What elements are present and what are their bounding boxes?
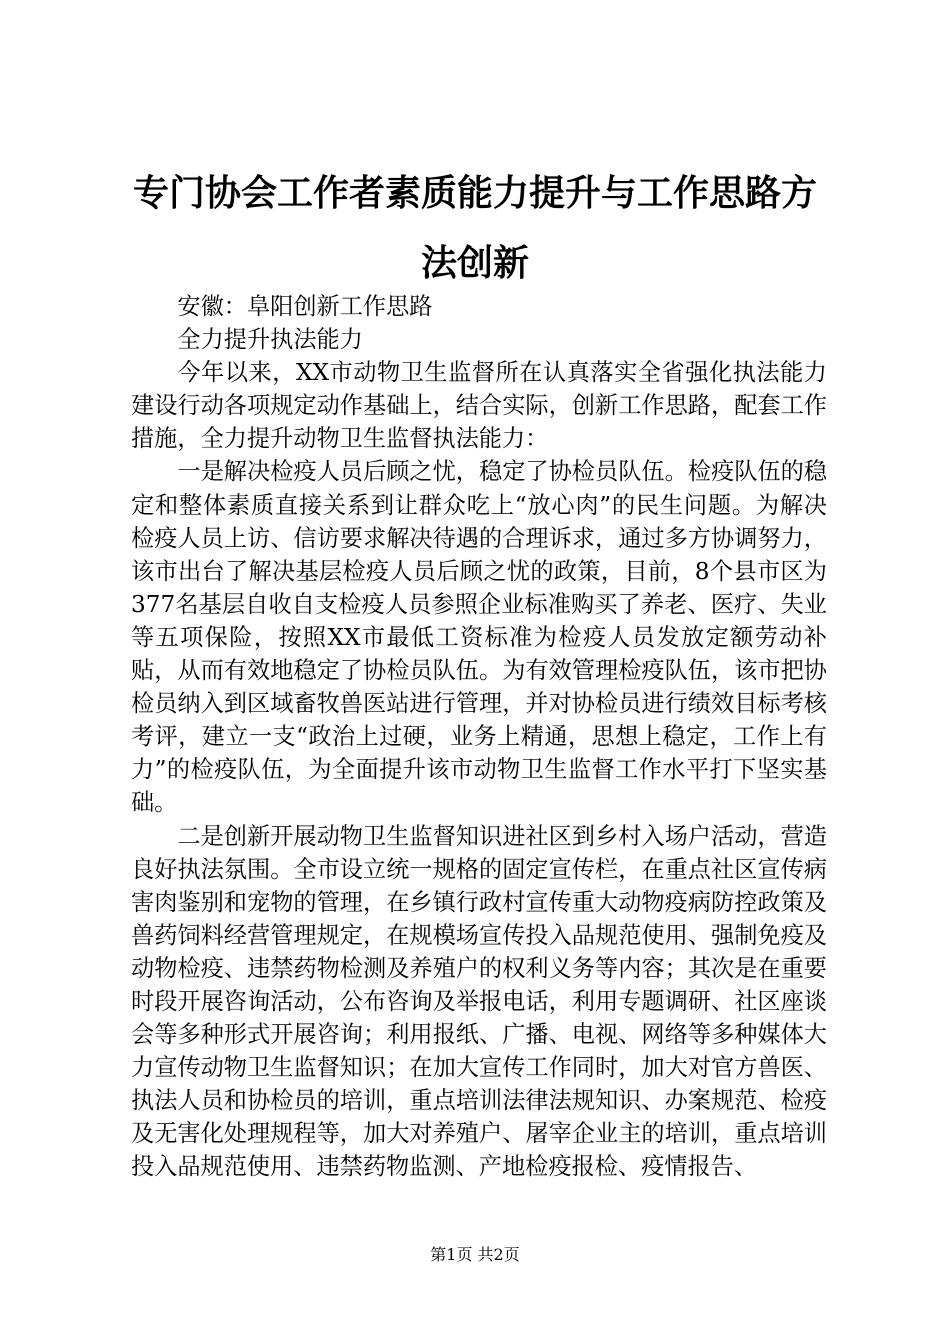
paragraph-point-one: 一是解决检疫人员后顾之忧，稳定了协检员队伍。检疫队伍的稳定和整体素质直接关系到让群众吃上“放心肉”的民生问题。为解决检疫人员上访、信访要求解决待遇的合理诉求，通过多方协调努力，该市出台了解决基层检疫人员后顾之忧的政策，目前，8个县市区为377名基层自收自支检疫人员参照企业标准购买了养老、医疗、失业等五项保险，按照XX市最低工资标准为检疫人员发放定额劳动补贴，从而有效地稳定了协检员队伍。为有效管理检疫队伍，该市把协检员纳入到区域畜牧兽医站进行管理，并对协检员进行绩效目标考核考评，建立一支“政治上过硬，业务上精通，思想上稳定，工作上有力”的检疫队伍，为全面提升该市动物卫生监督工作水平打下坚实基础。 — [131, 458, 827, 817]
document-body — [131, 290, 827, 1184]
paragraph-intro: 今年以来，XX市动物卫生监督所在认真落实全省强化执法能力建设行动各项规定动作基础上，结合实际，创新工作思路，配套工作措施，全力提升动物卫生监督执法能力： — [131, 359, 827, 453]
page-footer: 第1页 共2页 — [430, 1245, 520, 1264]
paragraph-point-two: 二是创新开展动物卫生监督知识进社区到乡村入场户活动，营造良好执法氛围。全市设立统一规格的固定宣传栏，在重点社区宣传病害肉鉴别和宠物的管理，在乡镇行政村宣传重大动物疫病防控政策及兽药饲料经营管理规定，在规模场宣传投入品规范使用、强制免疫及动物检疫、违禁药物检测及养殖户的权利义务等内容；其次是在重要时段开展咨询活动，公布咨询及举报电话，利用专题调研、社区座谈会等多种形式开展咨询；利用报纸、广播、电视、网络等多种媒体大力宣传动物卫生监督知识；在加大宣传工作同时，加大对官方兽医、执法人员和协检员的培训，重点培训法律法规知识、办案规范、检疫及无害化处理规程等，加大对养殖户、屠宰企业主的培训，重点培训投入品规范使用、违禁药物监测、产地检疫报检、疫情报告、 — [131, 822, 827, 1181]
document-title: 专门协会工作者素质能力提升与工作思路方法创新 — [132, 172, 817, 284]
paragraph-subheading: 全力提升执法能力 — [177, 326, 363, 354]
paragraph-region-heading: 安徽：阜阳创新工作思路 — [177, 293, 433, 320]
